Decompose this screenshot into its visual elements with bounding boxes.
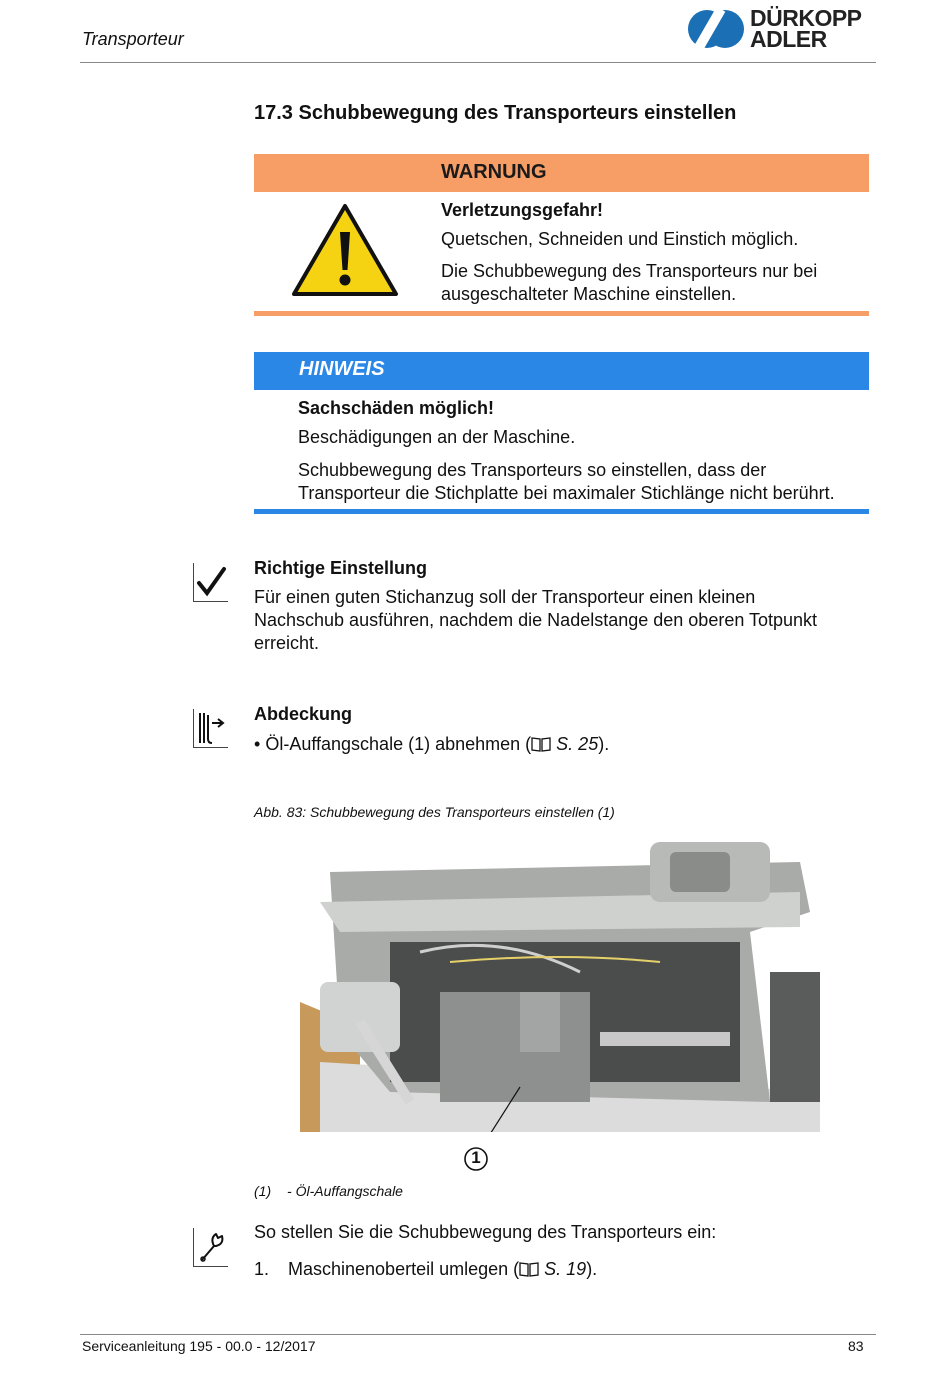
book-reference-icon <box>531 736 551 752</box>
correct-setting-line-1: Für einen guten Stichanzug soll der Transporteur einen kleinen <box>254 587 756 607</box>
wrench-icon <box>193 1228 228 1267</box>
logo-line-1: DÜRKOPP <box>750 5 862 31</box>
warning-heading: Verletzungsgefahr! <box>441 200 604 220</box>
procedure-step-number: 1. <box>254 1259 270 1279</box>
checkmark-icon <box>193 563 228 602</box>
book-reference-icon <box>519 1261 539 1277</box>
footer-document-id: Serviceanleitung 195 - 00.0 - 12/2017 <box>82 1338 316 1354</box>
cover-heading: Abdeckung <box>254 704 353 724</box>
procedure-step-end: ). <box>586 1259 598 1279</box>
section-title: 17.3 Schubbewegung des Transporteurs einstellen <box>254 102 737 124</box>
figure-caption: Abb. 83: Schubbewegung des Transporteurs einstellen (1) <box>254 804 615 820</box>
warning-label: WARNUNG <box>441 161 547 183</box>
notice-line-2a: Schubbewegung des Transporteurs so einstellen, dass der <box>298 460 767 480</box>
cover-page-reference[interactable]: S. 25 <box>556 734 599 754</box>
procedure-intro: So stellen Sie die Schubbewegung des Transporteurs ein: <box>254 1222 717 1242</box>
callout-number: 1 <box>471 1148 481 1167</box>
warning-line-2b: ausgeschalteter Maschine einstellen. <box>441 284 737 304</box>
warning-triangle-icon <box>290 202 400 298</box>
header-rule <box>80 62 876 63</box>
procedure-step <box>288 1258 597 1281</box>
warning-bottom-rule <box>254 311 869 316</box>
cover-removal-icon <box>193 709 228 748</box>
notice-bottom-rule <box>254 509 869 514</box>
logo-line-2: ADLER <box>750 26 827 52</box>
warning-line-1: Quetschen, Schneiden und Einstich möglich. <box>441 229 799 249</box>
logo-text <box>750 5 862 52</box>
warning-line-2a: Die Schubbewegung des Transporteurs nur bei <box>441 261 818 281</box>
footer-rule <box>80 1334 876 1335</box>
machine-photo <box>300 832 820 1132</box>
legend-text: - Öl-Auffangschale <box>287 1183 403 1199</box>
cover-item-text: Öl-Auffangschale (1) abnehmen ( <box>265 734 532 754</box>
correct-setting-heading: Richtige Einstellung <box>254 558 428 578</box>
running-header-title: Transporteur <box>82 29 184 49</box>
notice-heading: Sachschäden möglich! <box>298 398 495 418</box>
procedure-step-text: Maschinenoberteil umlegen ( <box>288 1259 520 1279</box>
footer-page-number: 83 <box>848 1338 864 1354</box>
correct-setting-line-3: erreicht. <box>254 633 320 653</box>
cover-item <box>254 733 609 756</box>
notice-label: HINWEIS <box>299 358 385 380</box>
notice-bar <box>254 352 869 390</box>
duerkopp-adler-logo <box>688 6 873 54</box>
figure-legend <box>254 1183 403 1199</box>
correct-setting-line-2: Nachschub ausführen, nachdem die Nadelstange den oberen Totpunkt <box>254 610 818 630</box>
bullet: • <box>254 734 261 754</box>
legend-number: (1) <box>254 1183 272 1199</box>
procedure-page-reference[interactable]: S. 19 <box>544 1259 587 1279</box>
warning-bar <box>254 154 869 192</box>
notice-line-2b: Transporteur die Stichplatte bei maximaler Stichlänge nicht berührt. <box>298 483 835 503</box>
notice-line-1: Beschädigungen an der Maschine. <box>298 427 576 447</box>
cover-item-end: ). <box>598 734 610 754</box>
